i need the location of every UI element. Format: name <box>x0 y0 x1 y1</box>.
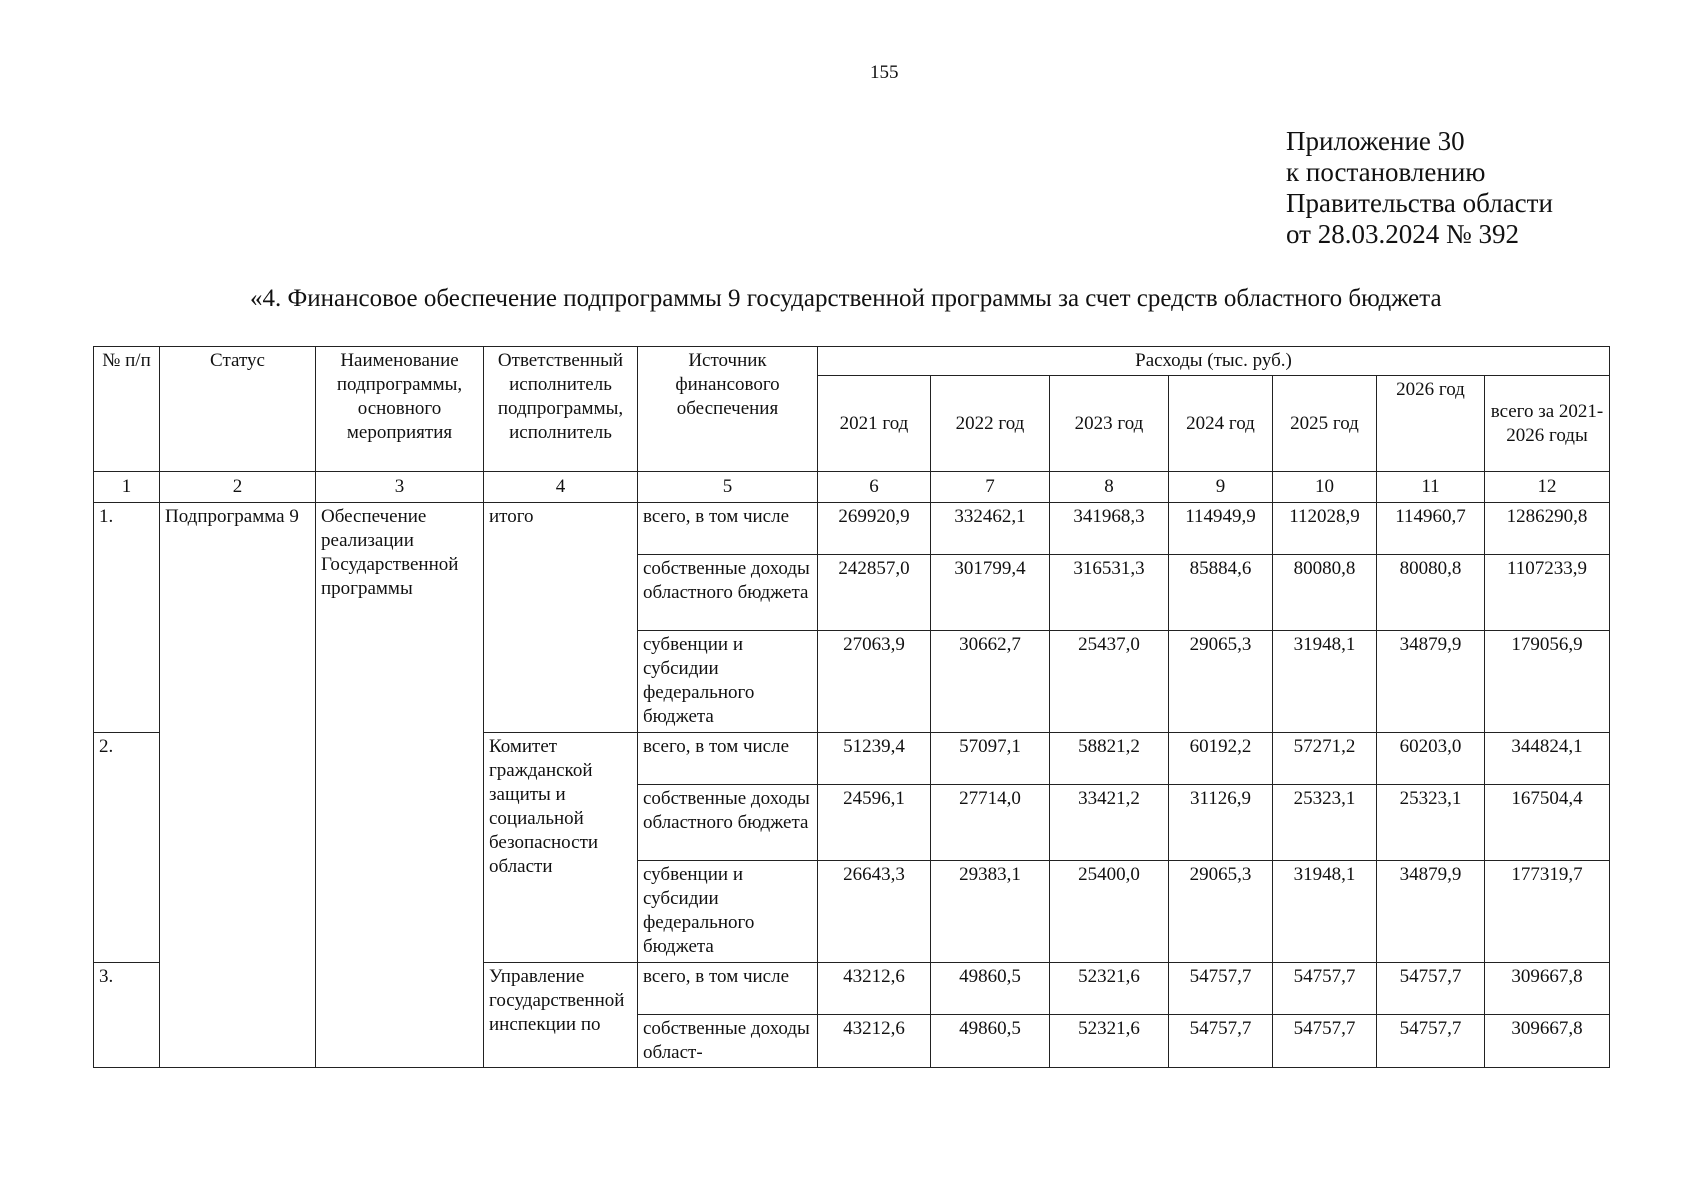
value-cell: 54757,7 <box>1169 1015 1273 1068</box>
value-cell: 54757,7 <box>1273 963 1377 1015</box>
header-source: Источник финансового обеспечения <box>638 347 818 472</box>
col-number: 6 <box>818 472 931 503</box>
value-cell: 34879,9 <box>1377 631 1485 733</box>
source-cell: субвенции и субсидии федерального бюджета <box>638 861 818 963</box>
value-cell: 31948,1 <box>1273 861 1377 963</box>
source-cell: всего, в том числе <box>638 503 818 555</box>
value-cell: 26643,3 <box>818 861 931 963</box>
value-cell: 25400,0 <box>1050 861 1169 963</box>
value-cell: 49860,5 <box>931 963 1050 1015</box>
col-number: 2 <box>160 472 316 503</box>
name-cell: Обеспечение реализации Государственной программы <box>316 503 484 1068</box>
value-cell: 112028,9 <box>1273 503 1377 555</box>
value-cell: 33421,2 <box>1050 785 1169 861</box>
value-cell: 57271,2 <box>1273 733 1377 785</box>
header-row-1 <box>94 347 1610 376</box>
value-cell: 57097,1 <box>931 733 1050 785</box>
header-2024: 2024 год <box>1169 376 1273 472</box>
value-cell: 1286290,8 <box>1485 503 1610 555</box>
value-cell: 341968,3 <box>1050 503 1169 555</box>
value-cell: 177319,7 <box>1485 861 1610 963</box>
col-number: 11 <box>1377 472 1485 503</box>
value-cell: 30662,7 <box>931 631 1050 733</box>
executor-cell: Комитет гражданской защиты и социальной безопасности области <box>484 733 638 963</box>
source-cell: всего, в том числе <box>638 733 818 785</box>
value-cell: 34879,9 <box>1377 861 1485 963</box>
value-cell: 52321,6 <box>1050 1015 1169 1068</box>
value-cell: 24596,1 <box>818 785 931 861</box>
value-cell: 179056,9 <box>1485 631 1610 733</box>
row-number: 3. <box>94 963 160 1068</box>
value-cell: 316531,3 <box>1050 555 1169 631</box>
value-cell: 43212,6 <box>818 1015 931 1068</box>
value-cell: 85884,6 <box>1169 555 1273 631</box>
value-cell: 27063,9 <box>818 631 931 733</box>
value-cell: 332462,1 <box>931 503 1050 555</box>
value-cell: 43212,6 <box>818 963 931 1015</box>
value-cell: 27714,0 <box>931 785 1050 861</box>
col-number: 7 <box>931 472 1050 503</box>
col-number: 9 <box>1169 472 1273 503</box>
executor-cell: итого <box>484 503 638 733</box>
value-cell: 31948,1 <box>1273 631 1377 733</box>
value-cell: 114960,7 <box>1377 503 1485 555</box>
header-2026: 2026 год <box>1377 376 1485 472</box>
value-cell: 58821,2 <box>1050 733 1169 785</box>
value-cell: 49860,5 <box>931 1015 1050 1068</box>
value-cell: 167504,4 <box>1485 785 1610 861</box>
appendix-block <box>1286 126 1553 250</box>
value-cell: 54757,7 <box>1377 963 1485 1015</box>
header-total: всего за 2021-2026 годы <box>1485 376 1610 472</box>
source-cell: собственные доходы област- <box>638 1015 818 1068</box>
column-numbers-row <box>94 472 1610 503</box>
value-cell: 80080,8 <box>1273 555 1377 631</box>
header-expenses: Расходы (тыс. руб.) <box>818 347 1610 376</box>
value-cell: 80080,8 <box>1377 555 1485 631</box>
source-cell: собственные доходы областного бюджета <box>638 785 818 861</box>
header-2021: 2021 год <box>818 376 931 472</box>
col-number: 1 <box>94 472 160 503</box>
col-number: 8 <box>1050 472 1169 503</box>
row-number: 2. <box>94 733 160 963</box>
value-cell: 25323,1 <box>1273 785 1377 861</box>
value-cell: 269920,9 <box>818 503 931 555</box>
value-cell: 29065,3 <box>1169 631 1273 733</box>
appendix-line-1: Приложение 30 <box>1286 126 1465 156</box>
value-cell: 52321,6 <box>1050 963 1169 1015</box>
value-cell: 29065,3 <box>1169 861 1273 963</box>
value-cell: 242857,0 <box>818 555 931 631</box>
value-cell: 309667,8 <box>1485 1015 1610 1068</box>
page-number: 155 <box>870 62 899 83</box>
value-cell: 60192,2 <box>1169 733 1273 785</box>
document-title: «4. Финансовое обеспечение подпрограммы 9 государственной программы за счет средств областного бюджета <box>250 285 1442 312</box>
value-cell: 60203,0 <box>1377 733 1485 785</box>
value-cell: 309667,8 <box>1485 963 1610 1015</box>
value-cell: 344824,1 <box>1485 733 1610 785</box>
table-row <box>94 503 1610 555</box>
value-cell: 51239,4 <box>818 733 931 785</box>
value-cell: 1107233,9 <box>1485 555 1610 631</box>
col-number: 5 <box>638 472 818 503</box>
col-number: 12 <box>1485 472 1610 503</box>
header-2025: 2025 год <box>1273 376 1377 472</box>
appendix-line-4: от 28.03.2024 № 392 <box>1286 219 1519 249</box>
header-executor: Ответственный исполнитель подпрограммы, исполнитель <box>484 347 638 472</box>
value-cell: 54757,7 <box>1273 1015 1377 1068</box>
col-number: 10 <box>1273 472 1377 503</box>
financing-table <box>93 346 1610 1068</box>
value-cell: 114949,9 <box>1169 503 1273 555</box>
header-status: Статус <box>160 347 316 472</box>
value-cell: 301799,4 <box>931 555 1050 631</box>
header-name: Наименование подпрограммы, основного мероприятия <box>316 347 484 472</box>
executor-cell: Управление государственной инспекции по <box>484 963 638 1068</box>
source-cell: собственные доходы областного бюджета <box>638 555 818 631</box>
source-cell: всего, в том числе <box>638 963 818 1015</box>
col-number: 3 <box>316 472 484 503</box>
source-cell: субвенции и субсидии федерального бюджета <box>638 631 818 733</box>
header-2022: 2022 год <box>931 376 1050 472</box>
value-cell: 25437,0 <box>1050 631 1169 733</box>
value-cell: 54757,7 <box>1169 963 1273 1015</box>
status-cell: Подпрограмма 9 <box>160 503 316 1068</box>
value-cell: 31126,9 <box>1169 785 1273 861</box>
appendix-line-3: Правительства области <box>1286 188 1553 218</box>
row-number: 1. <box>94 503 160 733</box>
header-2023: 2023 год <box>1050 376 1169 472</box>
value-cell: 29383,1 <box>931 861 1050 963</box>
appendix-line-2: к постановлению <box>1286 157 1486 187</box>
value-cell: 54757,7 <box>1377 1015 1485 1068</box>
col-number: 4 <box>484 472 638 503</box>
value-cell: 25323,1 <box>1377 785 1485 861</box>
header-num: № п/п <box>94 347 160 472</box>
